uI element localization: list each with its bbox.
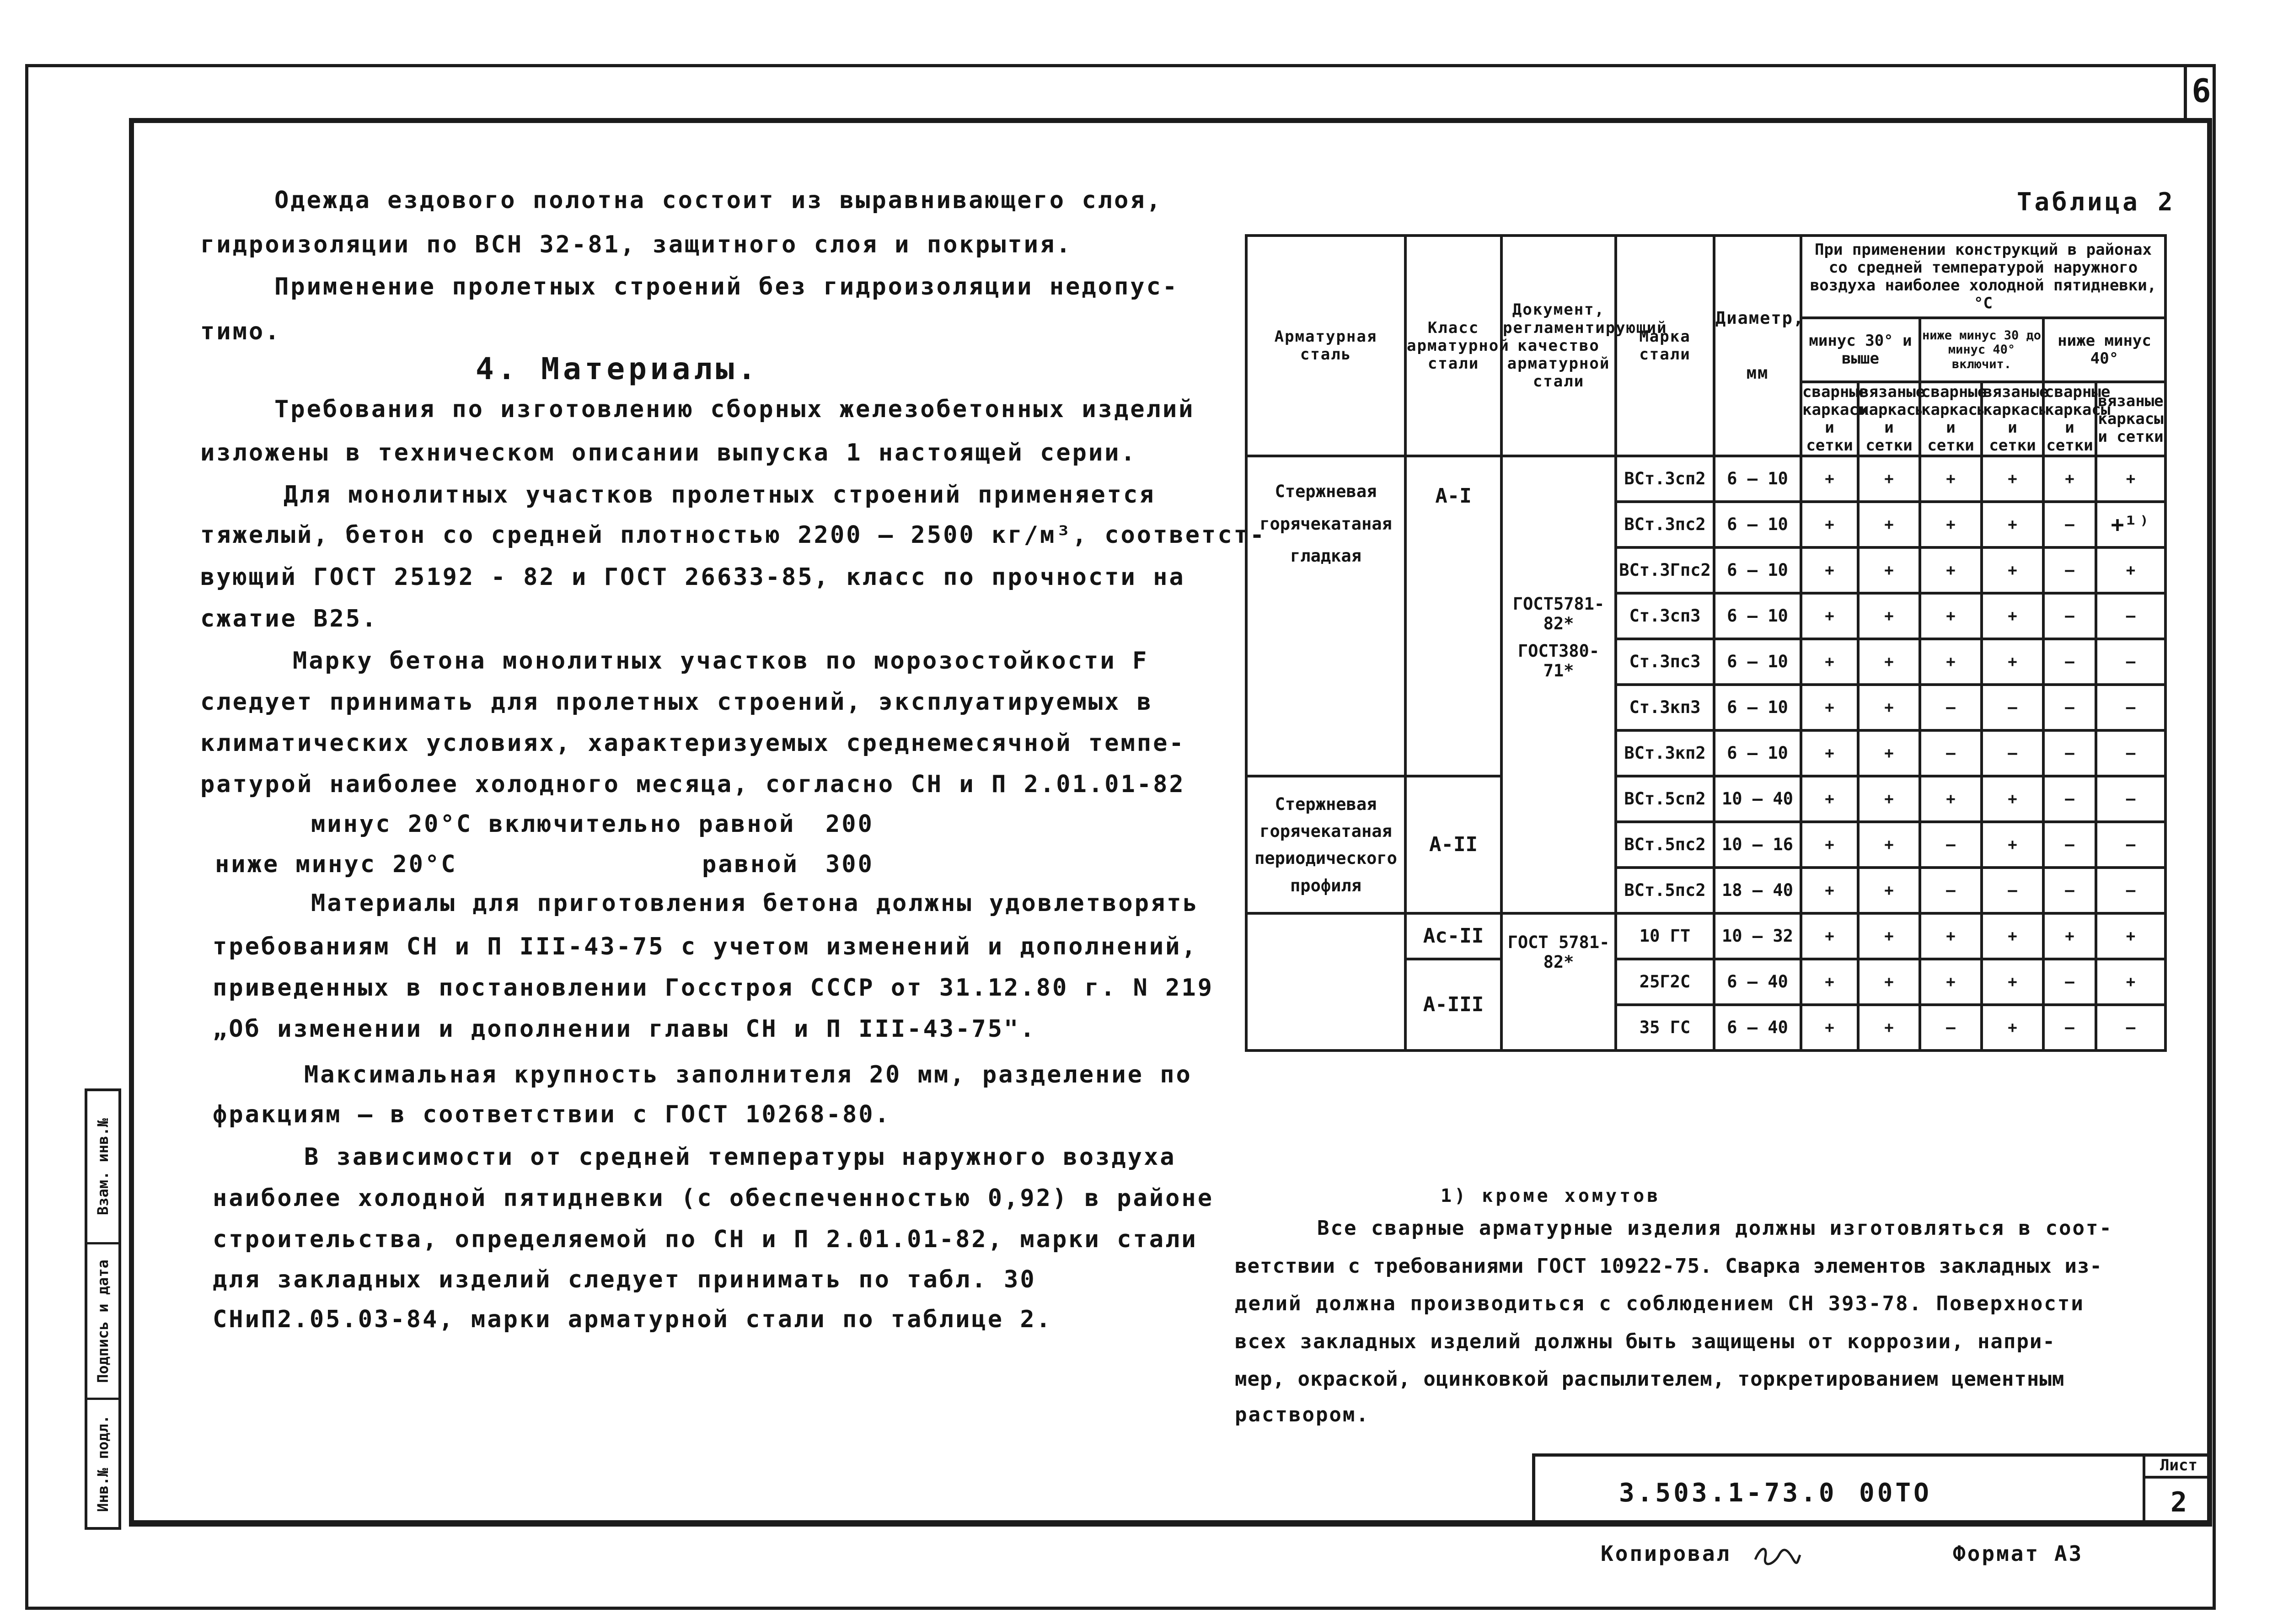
format-label: Формат А3 [1953,1541,2084,1566]
value-cell: + [1982,639,2043,685]
condition-value: 300 [825,851,874,878]
grade-cell: ВСт.5пс2 [1616,868,1714,913]
document-code-suffix: 00ТО [1859,1478,1932,1508]
text-line: ратурой наиболее холодного месяца, согласно СН и П 2.01.01-82 [200,771,1185,798]
text-line: Материалы для приготовления бетона должны удовлетворять [311,890,1199,917]
value-cell: + [1801,547,1858,593]
value-cell: — [1920,685,1982,730]
value-cell: — [2043,685,2096,730]
value-cell: + [1858,868,1920,913]
diameter-cell: 6 — 40 [1714,959,1801,1005]
header-welded: сварные каркасы и сетки [2043,382,2096,456]
text-line: изложены в техническом описании выпуска 1 настоящей серии. [200,439,1137,466]
value-cell: — [1982,685,2043,730]
text-line: Марку бетона монолитных участков по морозостойкости F [293,647,1149,675]
value-cell: + [1801,685,1858,730]
value-cell: + [1858,456,1920,502]
text-line: приведенных в постановлении Госстроя СССР от 31.12.80 г. N 219 [213,974,1214,1002]
text-line: всех закладных изделий должны быть защищены от коррозии, напри- [1235,1330,2056,1353]
text-line: Требования по изготовлению сборных железобетонных изделий [274,396,1195,423]
diameter-cell: 10 — 32 [1714,913,1801,959]
value-cell: — [2043,822,2096,868]
doc-gost5781: ГОСТ5781-82* [1512,594,1605,633]
value-cell: + [1801,1005,1858,1051]
diameter-cell: 6 — 10 [1714,685,1801,730]
value-cell: + [2096,959,2165,1005]
side-stamp [85,1088,121,1530]
value-cell: + [1982,593,2043,639]
grade-cell: ВСт.5пс2 [1616,822,1714,868]
header-diameter [1714,236,1805,456]
value-cell: +¹⁾ [2096,502,2165,547]
grade-cell: ВСт.3Гпс2 [1616,547,1714,593]
document-code: 3.503.1-73.0 [1619,1478,1837,1508]
grade-cell: 35 ГС [1616,1005,1714,1051]
value-cell: — [2043,639,2096,685]
value-cell: — [2043,868,2096,913]
value-cell: + [1858,639,1920,685]
value-cell: + [2096,456,2165,502]
value-cell: + [1801,822,1858,868]
value-cell: + [1858,776,1920,822]
header-t1: минус 30° и выше [1801,318,1920,382]
text-line: делий должна производиться с соблюдением СН 393-78. Поверхности [1235,1292,2085,1315]
value-cell: + [1801,456,1858,502]
side-stamp-replace: Взам. инв.№ [87,1091,118,1244]
text-line: СНиП2.05.03-84, марки арматурной стали по таблице 2. [213,1306,1052,1333]
grade-cell: Ст.3сп3 [1616,593,1714,639]
text-line: для закладных изделий следует принимать по табл. 30 [213,1266,1036,1293]
text-line: „Об изменении и дополнении главы СН и П III-43-75". [213,1015,1036,1043]
header-tied: вязаные каркасы и сетки [1982,382,2043,456]
value-cell: + [1982,547,2043,593]
header-t3: ниже минус 40° [2043,318,2165,382]
text-line: гидроизоляции по ВСН 32-81, защитного слоя и покрытия. [200,231,1072,258]
side-stamp-sign: Подпись и дата [87,1244,118,1400]
diameter-cell: 6 — 10 [1714,456,1801,502]
value-cell: + [1982,1005,2043,1051]
value-cell: — [2043,502,2096,547]
copyist-signature [1752,1541,1802,1569]
diameter-cell: 6 — 10 [1714,593,1801,639]
value-cell: + [1801,593,1858,639]
value-cell: + [1801,868,1858,913]
value-cell: + [1858,1005,1920,1051]
group3-class-a3: А-III [1405,959,1501,1051]
text-line: Для монолитных участков пролетных строений применяется [284,481,1156,509]
group1-document [1501,456,1616,913]
value-cell: — [2043,730,2096,776]
value-cell: — [2043,547,2096,593]
text-line: тимо. [200,318,281,345]
grade-cell: 10 ГТ [1616,913,1714,959]
group3-name [1246,913,1405,1051]
value-cell: + [1920,502,1982,547]
header-tied: вязаные каркасы и сетки [1858,382,1920,456]
header-welded: сварные каркасы и сетки [1920,382,1982,456]
text-line: раствором. [1235,1403,1370,1426]
grade-cell: ВСт.3сп2 [1616,456,1714,502]
header-t2: ниже минус 30 до минус 40° включит. [1920,318,2043,382]
steel-table [1245,234,2167,1052]
table-footnote: 1) кроме хомутов [1441,1185,1661,1206]
text-line: климатических условиях, характеризуемых среднемесячной темпе- [200,729,1185,757]
side-stamp-inv: Инв.№ подл. [94,1415,112,1512]
diameter-cell: 10 — 16 [1714,822,1801,868]
header-document: Документ, регламентирующий качество арматурной стали [1501,236,1616,456]
header-conditions: При применении конструкций в районах со средней температурой наружного воздуха наиболее холодной пятидневки, °С [1801,236,2165,318]
text-line: Максимальная крупность заполнителя 20 мм, разделение по [304,1061,1192,1088]
value-cell: + [1982,456,2043,502]
grade-cell: ВСт.3пс2 [1616,502,1714,547]
group3-document: ГОСТ 5781-82* [1501,913,1616,1051]
condition-label: ниже минус 20°С [215,851,457,878]
value-cell: + [2096,913,2165,959]
group1-class: А-I [1405,456,1501,776]
value-cell: + [1801,730,1858,776]
value-cell: + [1982,913,2043,959]
header-diameter-label: Диаметр, [1715,308,1805,328]
text-line: Применение пролетных строений без гидроизоляции недопус- [274,273,1179,300]
text-line: Все сварные арматурные изделия должны изготовляться в соот- [1317,1217,2113,1240]
value-cell: + [1920,547,1982,593]
grade-cell: ВСт.3кп2 [1616,730,1714,776]
value-cell: + [1982,502,2043,547]
value-cell: + [1801,502,1858,547]
condition-value: 200 [825,810,874,838]
text-line: следует принимать для пролетных строений, эксплуатируемых в [200,688,1153,716]
value-cell: — [1982,730,2043,776]
text-line: требованиям СН и П III-43-75 с учетом изменений и дополнений, [213,933,1198,960]
group3-class-ac: Ас-II [1405,913,1501,959]
condition-label: равной [702,851,799,878]
value-cell: + [1858,822,1920,868]
value-cell: — [2043,959,2096,1005]
diameter-cell: 6 — 40 [1714,1005,1801,1051]
value-cell: + [1858,913,1920,959]
value-cell: — [2096,639,2165,685]
text-line: мер, окраской, оцинковкой распылителем, торкретированием цементным [1235,1367,2065,1391]
value-cell: + [1920,776,1982,822]
diameter-cell: 18 — 40 [1714,868,1801,913]
value-cell: + [1801,639,1858,685]
text-line: фракциям — в соответствии с ГОСТ 10268-80. [213,1101,891,1128]
grade-cell: 25Г2С [1616,959,1714,1005]
grade-cell: Ст.3кп3 [1616,685,1714,730]
header-steel: Арматурная сталь [1246,236,1405,456]
value-cell: + [1858,959,1920,1005]
value-cell: + [1801,959,1858,1005]
doc-gost380: ГОСТ380-71* [1517,641,1600,681]
text-line: наиболее холодной пятидневки (с обеспеченностью 0,92) в районе [213,1185,1214,1212]
value-cell: — [2096,685,2165,730]
value-cell: — [2096,730,2165,776]
header-class: Класс арматурной стали [1405,236,1501,456]
grade-cell: Ст.3пс3 [1616,639,1714,685]
diameter-cell: 6 — 10 [1714,547,1801,593]
value-cell: — [1920,730,1982,776]
page-number: 6 [2184,64,2216,118]
value-cell: + [1982,776,2043,822]
value-cell: + [1858,730,1920,776]
diameter-cell: 10 — 40 [1714,776,1801,822]
text-line: строительства, определяемой по СН и П 2.01.01-82, марки стали [213,1226,1198,1253]
value-cell: — [2096,593,2165,639]
value-cell: + [1920,593,1982,639]
value-cell: + [2043,913,2096,959]
value-cell: + [1858,685,1920,730]
value-cell: + [1801,913,1858,959]
header-diameter-unit: мм [1746,363,1769,383]
value-cell: + [1920,456,1982,502]
value-cell: — [2096,868,2165,913]
header-grade: Марка стали [1616,236,1714,456]
diameter-cell: 6 — 10 [1714,639,1801,685]
value-cell: + [1920,913,1982,959]
text-line: сжатие В25. [200,605,378,632]
group2-name: Стержневая горячекатаная периодического профиля [1246,776,1405,913]
value-cell: — [2043,593,2096,639]
header-tied: вязаные каркасы и сетки [2096,382,2165,456]
header-welded: сварные каркасы и сетки [1801,382,1858,456]
value-cell: + [1801,776,1858,822]
text-line: тяжелый, бетон со средней плотностью 2200 — 2500 кг/м³, соответст- [200,521,1266,549]
diameter-cell: 6 — 10 [1714,730,1801,776]
text-line: вующий ГОСТ 25192 - 82 и ГОСТ 26633-85, класс по прочности на [200,563,1185,591]
group2-class: А-II [1405,776,1501,913]
sheet-number: 2 [2143,1479,2212,1527]
value-cell: — [1920,868,1982,913]
value-cell: + [2096,547,2165,593]
value-cell: + [1982,959,2043,1005]
value-cell: — [1920,1005,1982,1051]
value-cell: + [1920,959,1982,1005]
text-line: Одежда ездового полотна состоит из выравнивающего слоя, [274,187,1163,214]
copied-label: Копировал [1601,1541,1731,1566]
value-cell: — [2043,776,2096,822]
condition-label: минус 20°С включительно равной [311,810,796,838]
value-cell: — [2096,1005,2165,1051]
value-cell: — [1920,822,1982,868]
table-caption: Таблица 2 [2017,188,2176,216]
diameter-cell: 6 — 10 [1714,502,1801,547]
section-heading: 4. Материалы. [476,351,760,386]
value-cell: — [2096,776,2165,822]
value-cell: — [1982,868,2043,913]
value-cell: + [1858,502,1920,547]
value-cell: + [1858,593,1920,639]
text-line: В зависимости от средней температуры наружного воздуха [304,1143,1176,1171]
text-line: ветствии с требованиями ГОСТ 10922-75. Сварка элементов закладных из- [1235,1254,2102,1278]
value-cell: + [1858,547,1920,593]
value-cell: + [2043,456,2096,502]
grade-cell: ВСт.5сп2 [1616,776,1714,822]
value-cell: — [2043,1005,2096,1051]
value-cell: + [1982,822,2043,868]
value-cell: + [1920,639,1982,685]
value-cell: — [2096,822,2165,868]
sheet-label: Лист [2143,1453,2212,1479]
group1-name: Стержневая горячекатаная гладкая [1246,456,1405,776]
